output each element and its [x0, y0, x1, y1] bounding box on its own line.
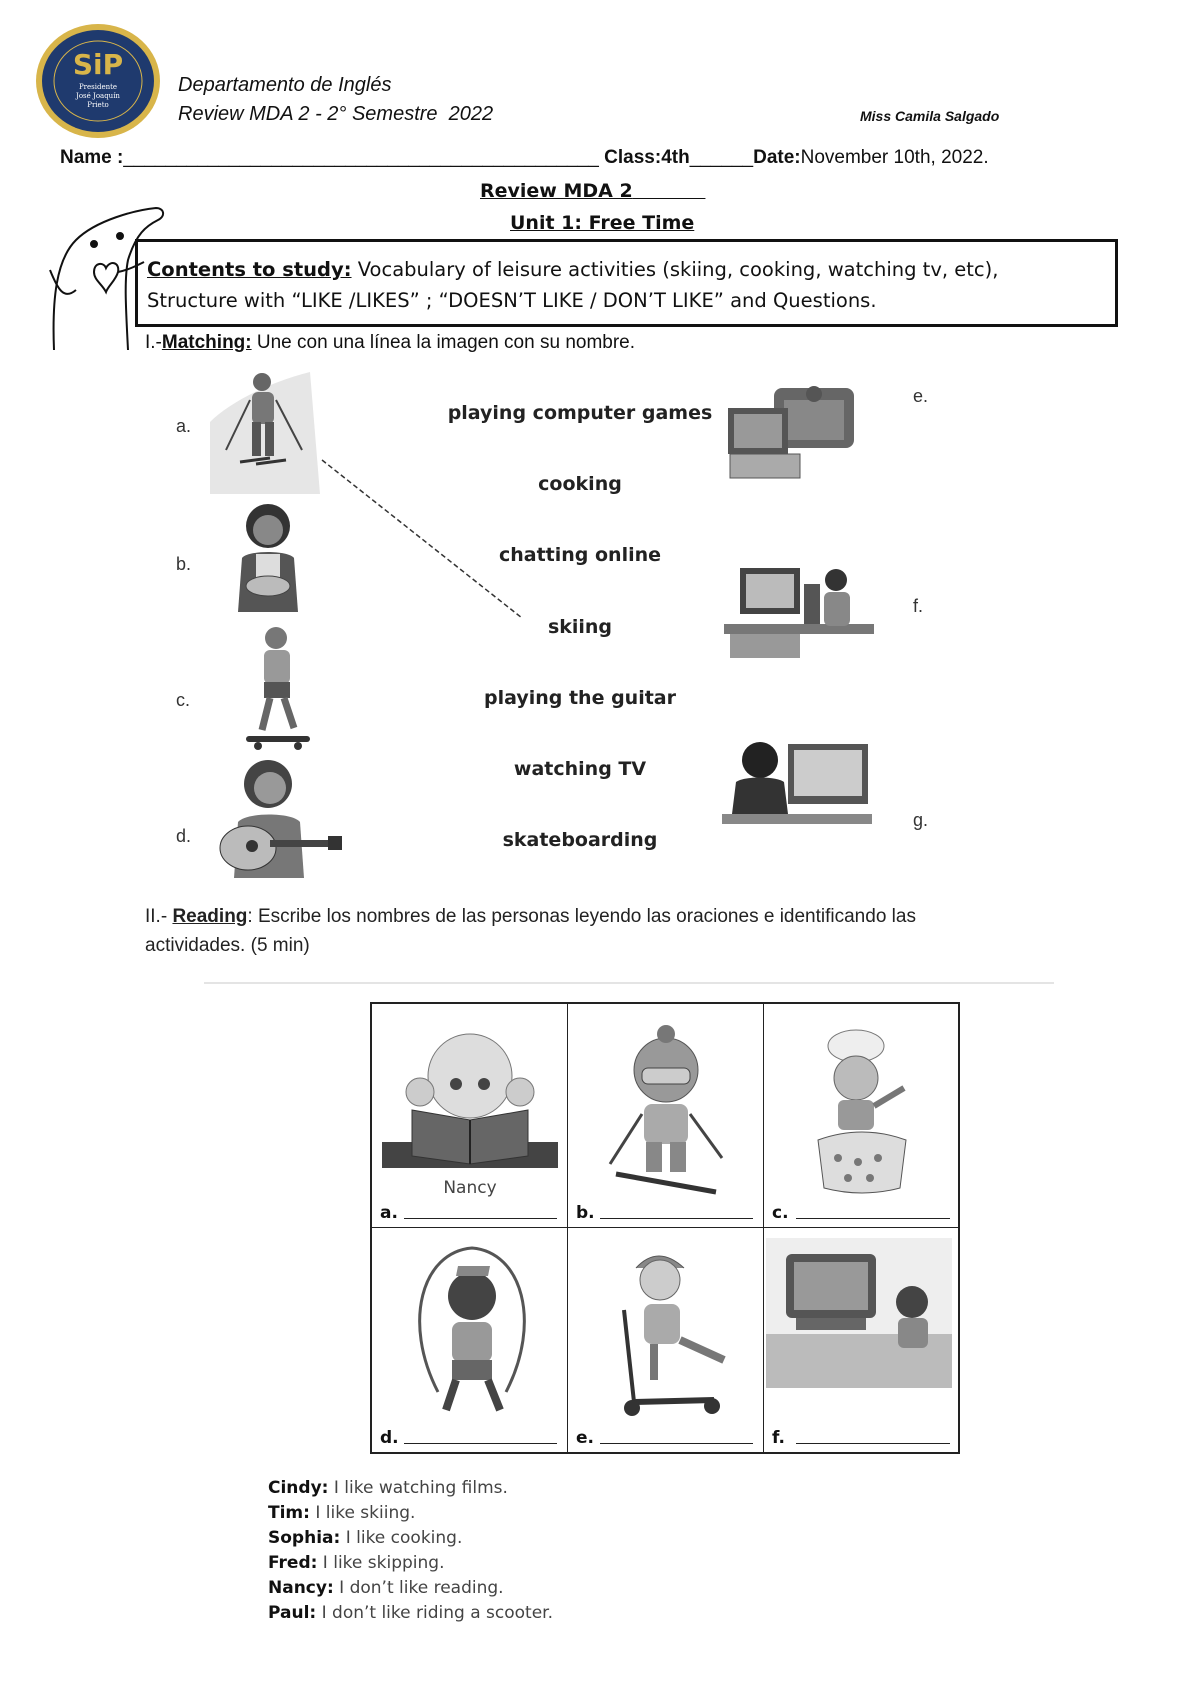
- picture-letter-c: c.: [772, 1203, 789, 1223]
- svg-text:José Joaquín: José Joaquín: [76, 92, 120, 100]
- svg-text:Presidente: Presidente: [78, 83, 118, 91]
- answer-line-f[interactable]: [796, 1443, 950, 1444]
- girl-cooking-illustration: [798, 1028, 928, 1198]
- caption-nancy: Nancy: [443, 1178, 497, 1198]
- date-value: November 10th, 2022.: [800, 147, 989, 168]
- match-letter-a: a.: [176, 416, 192, 436]
- girl-watching-tv-illustration: [766, 1238, 952, 1388]
- picture-letter-b: b.: [576, 1203, 595, 1223]
- match-word-watching-tv: watching TV: [513, 758, 647, 780]
- girl-reading-illustration: [382, 1024, 558, 1174]
- picture-letter-f: f.: [772, 1428, 785, 1448]
- teacher-name: Miss Camila Salgado: [860, 108, 1000, 124]
- match-letter-b: b.: [176, 554, 192, 574]
- picture-cell-b: [568, 1004, 764, 1228]
- match-word-skateboarding: skateboarding: [502, 829, 658, 851]
- school-logo: [34, 22, 162, 140]
- unit-title: Unit 1: Free Time: [510, 212, 695, 234]
- match-word-chatting-online: chatting online: [498, 544, 662, 566]
- match-letter-g: g.: [913, 810, 929, 830]
- match-letter-c: c.: [176, 690, 191, 710]
- boy-scooter-illustration: [594, 1240, 744, 1420]
- picture-letter-e: e.: [576, 1428, 594, 1448]
- answer-line-b[interactable]: [600, 1218, 753, 1219]
- reading-picture-grid: [370, 1002, 960, 1454]
- match-word-playing-the-guitar: playing the guitar: [483, 687, 676, 709]
- example-match-line: [318, 456, 528, 624]
- reading-heading: II.- Reading: Escribe los nombres de las personas leyendo las oraciones e identificando las actividades. (5 min): [145, 906, 916, 956]
- match-letter-d: d.: [176, 826, 192, 846]
- class-blank[interactable]: ______: [689, 147, 754, 168]
- skateboarder-illustration: [236, 624, 322, 754]
- answer-line-e[interactable]: [600, 1443, 753, 1444]
- answer-line-a[interactable]: [404, 1218, 557, 1219]
- picture-cell-c: [764, 1004, 960, 1228]
- matching-heading: I.-Matching: Une con una línea la imagen con su nombre.: [145, 332, 636, 353]
- review-title: Review MDA 2: [480, 180, 633, 202]
- review-subtitle: Review MDA 2 - 2° Semestre 2022: [178, 103, 494, 125]
- match-word-cooking: cooking: [538, 473, 622, 495]
- match-letter-e: e.: [913, 386, 929, 406]
- computer-gamer-illustration: [722, 736, 872, 836]
- picture-cell-a: [372, 1004, 568, 1228]
- computer-user-illustration: [724, 562, 874, 658]
- svg-text:Prieto: Prieto: [87, 101, 109, 109]
- sentence-cindy: Cindy: I like watching films.: [268, 1478, 508, 1498]
- sentence-fred: Fred: I like skipping.: [268, 1553, 445, 1573]
- separator-line: [204, 982, 1054, 984]
- boy-skiing-illustration: [586, 1024, 746, 1196]
- match-letter-f: f.: [913, 596, 924, 616]
- logo-text: SiP: [72, 48, 124, 81]
- guitar-player-illustration: [212, 756, 344, 878]
- answer-line-c[interactable]: [796, 1218, 950, 1219]
- sentence-nancy: Nancy: I don’t like reading.: [268, 1578, 504, 1598]
- reading-sentences: [268, 1478, 553, 1628]
- picture-cell-f: [764, 1228, 960, 1452]
- contents-heading: Contents to study:: [147, 258, 352, 281]
- picture-letter-d: d.: [380, 1428, 399, 1448]
- sentence-tim: Tim: I like skiing.: [268, 1503, 416, 1523]
- sentence-paul: Paul: I don’t like riding a scooter.: [268, 1603, 553, 1623]
- sentence-sophia: Sophia: I like cooking.: [268, 1528, 463, 1548]
- student-info-line: Name :_____________________________________________ Class:4th______Date:November 10th, 2022.: [60, 147, 989, 168]
- picture-letter-a: a.: [380, 1203, 398, 1223]
- department-name: Departamento de Inglés: [178, 74, 392, 96]
- contents-line-1: Contents to study: Vocabulary of leisure activities (skiing, cooking, watching tv, etc),: [147, 258, 999, 281]
- cook-illustration: [218, 494, 318, 612]
- name-blank[interactable]: _____________________________________________: [123, 147, 599, 168]
- match-word-playing-computer-games: playing computer games: [447, 402, 713, 424]
- match-word-skiing: skiing: [547, 616, 613, 638]
- picture-cell-e: [568, 1228, 764, 1452]
- picture-cell-d: [372, 1228, 568, 1452]
- skier-illustration: [210, 362, 320, 494]
- contents-box: [135, 239, 1118, 327]
- answer-line-d[interactable]: [404, 1443, 557, 1444]
- sofa-gamer-illustration: [724, 380, 856, 480]
- boy-skipping-illustration: [402, 1242, 542, 1422]
- contents-line-2: Structure with “LIKE /LIKES” ; “DOESN’T LIKE / DON’T LIKE” and Questions.: [147, 289, 877, 312]
